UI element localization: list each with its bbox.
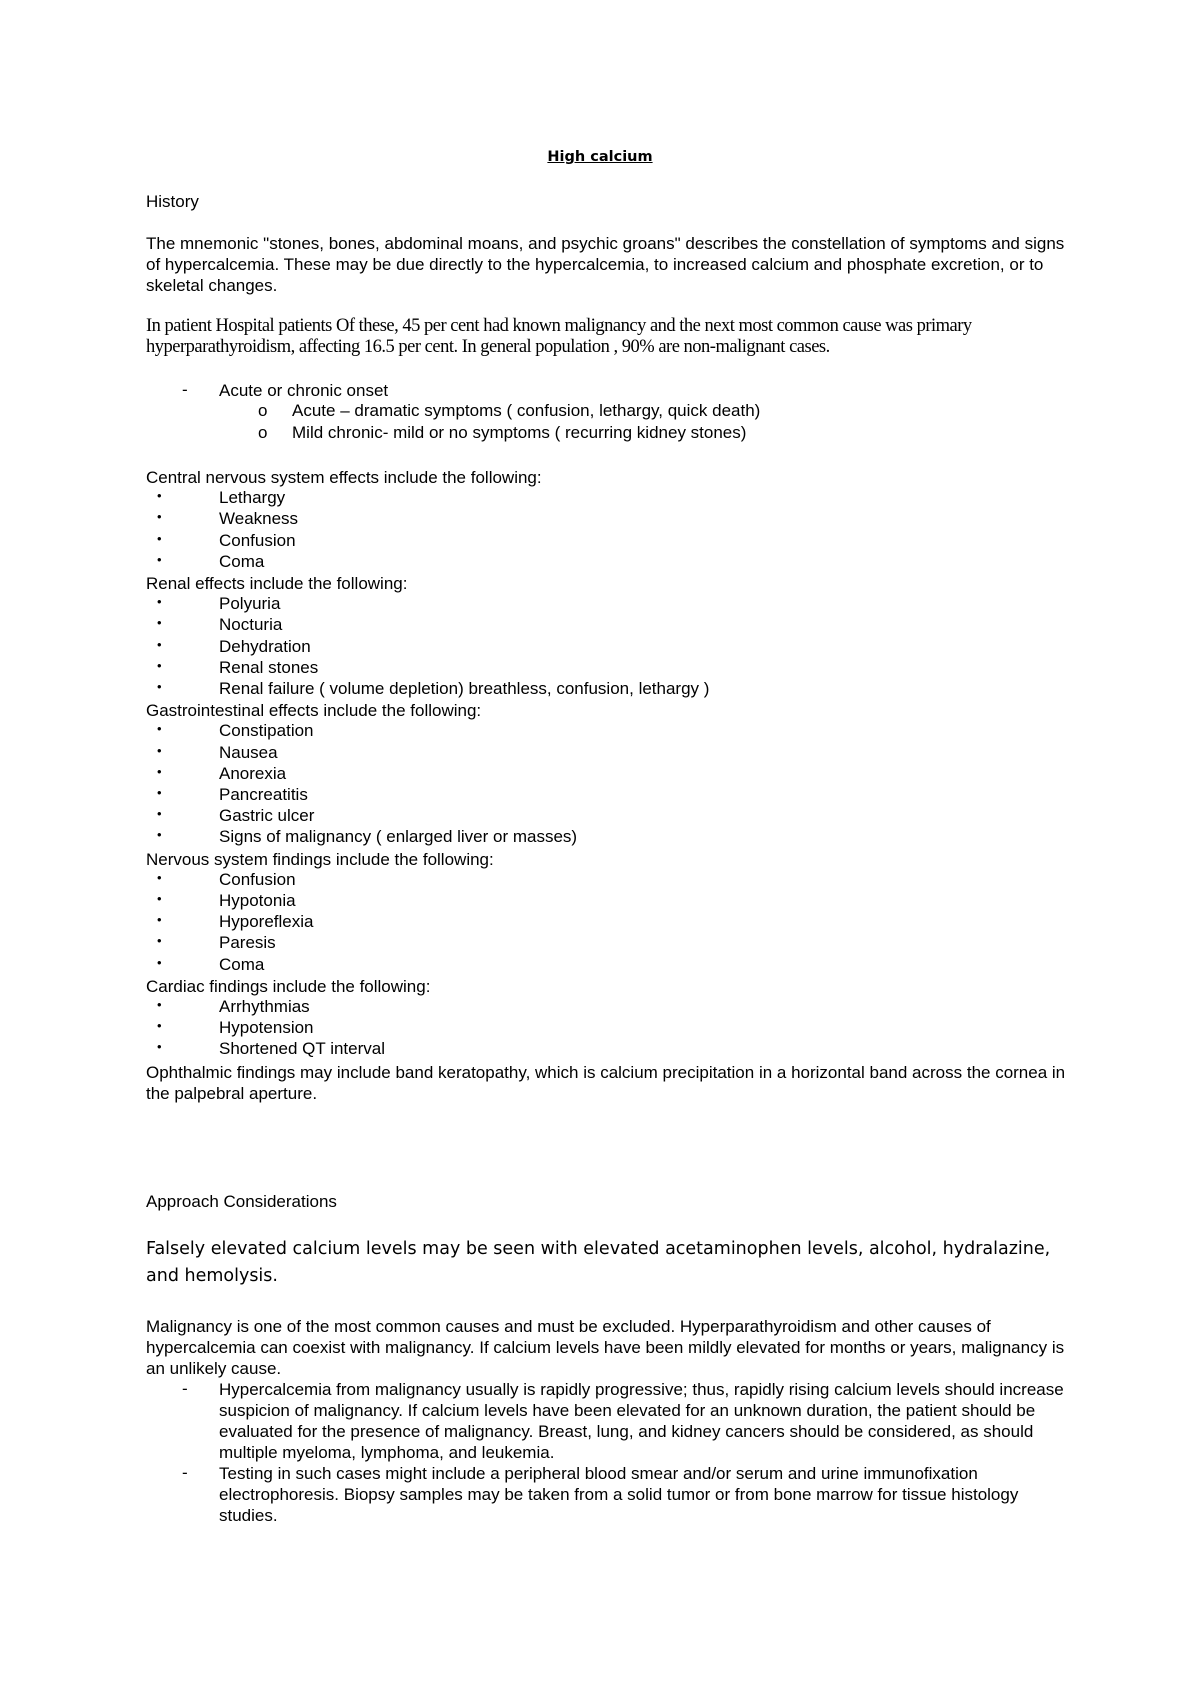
approach-heading: Approach Considerations (146, 1192, 337, 1211)
ophthalmic-paragraph: Ophthalmic findings may include band keratopathy, which is calcium precipitation in a horizontal band across the cornea in the palpebral aperture. (146, 1063, 1066, 1103)
page-title: High calcium (547, 149, 653, 165)
bullet-marker: • (157, 933, 162, 949)
sub-marker: o (258, 423, 268, 442)
bullet-marker: • (157, 1018, 162, 1034)
list-item-text: Polyuria (219, 594, 281, 614)
list-item-text: Shortened QT interval (219, 1039, 385, 1059)
list-item-text: Paresis (219, 933, 276, 953)
list-item-text: Nausea (219, 742, 278, 762)
list-item (0, 1039, 1200, 1060)
list-item (0, 785, 1200, 806)
list-item (0, 509, 1200, 530)
list-item-text: Weakness (219, 509, 299, 529)
list-item-text: Renal failure ( volume depletion) breathless, confusion, lethargy ) (219, 679, 710, 698)
list-item-text: Gastric ulcer (219, 806, 315, 826)
onset-list (0, 380, 1200, 450)
dash-marker: - (182, 1379, 188, 1398)
bullet-marker: • (157, 742, 162, 758)
bullet-marker: • (157, 827, 162, 843)
section-heading: Cardiac findings include the following: (146, 976, 431, 996)
list-item (0, 997, 1200, 1018)
list-item-text: Lethargy (219, 488, 286, 508)
bullet-marker: • (157, 636, 162, 652)
list-item-text: Anorexia (219, 763, 287, 783)
list-item-text: Pancreatitis (219, 785, 308, 804)
list-item (0, 912, 1200, 933)
list-item (0, 806, 1200, 827)
section-heading: Gastrointestinal effects include the following: (146, 701, 482, 721)
dash-marker: - (182, 380, 188, 399)
list-item-text: Coma (219, 954, 265, 974)
list-item (0, 743, 1200, 764)
list-item-text: Nocturia (219, 615, 283, 635)
dash-marker: - (182, 1463, 188, 1482)
bullet-marker: • (157, 509, 162, 525)
list-item (0, 827, 1200, 848)
approach-item: Hypercalcemia from malignancy usually is rapidly progressive; thus, rapidly rising calcium levels should increase suspicion of malignancy. If calcium levels have been elevated for an unknown duration, the patient should be evaluated for the presence of malignancy. Breast, lung, and kidney cancers should be considered, as should multiple myeloma, lymphoma, and leukemia. (219, 1380, 1064, 1462)
list-item (0, 552, 1200, 573)
list-item-text: Signs of malignancy ( enlarged liver or masses) (219, 827, 578, 847)
section-heading: Renal effects include the following: (146, 574, 408, 593)
falsely-elevated-paragraph: Falsely elevated calcium levels may be seen with elevated acetaminophen levels, alcohol, hydralazine, and hemolysis. (146, 1239, 1051, 1286)
bullet-marker: • (157, 594, 162, 610)
bullet-marker: • (157, 721, 162, 737)
bullet-marker: • (157, 679, 162, 694)
list-item (0, 658, 1200, 679)
bullet-marker: • (157, 615, 162, 631)
list-item-text: Hyporeflexia (219, 912, 314, 932)
list-item-text: Confusion (219, 530, 296, 550)
list-item (0, 955, 1200, 976)
approach-item: Testing in such cases might include a peripheral blood smear and/or serum and urine immunofixation electrophoresis. Biopsy samples may be taken from a solid tumor or from bone marrow for tissue histology studies. (219, 1464, 1019, 1525)
list-item-text: Hypotonia (219, 891, 296, 910)
bullet-marker: • (157, 997, 162, 1012)
list-item-text: Coma (219, 551, 265, 571)
list-item (0, 870, 1200, 891)
list-item-text: Constipation (219, 721, 314, 741)
list-item (0, 891, 1200, 912)
bullet-marker: • (157, 763, 162, 779)
bullet-marker: • (157, 657, 162, 673)
history-heading: History (146, 192, 199, 211)
bullet-marker: • (157, 1039, 162, 1055)
section-heading: Central nervous system effects include the following: (146, 468, 542, 487)
onset-acute: Acute – dramatic symptoms ( confusion, lethargy, quick death) (292, 401, 761, 420)
malignancy-paragraph: Malignancy is one of the most common causes and must be excluded. Hyperparathyroidism and other causes of hypercalcemia can coexist with malignancy. If calcium levels have been mildly elevated for months or years, malignancy is an unlikely cause. (146, 1317, 1065, 1378)
bullet-marker: • (157, 488, 162, 504)
bullet-marker: • (157, 785, 162, 800)
list-item-text: Hypotension (219, 1018, 314, 1038)
list-item (0, 1018, 1200, 1039)
list-item (0, 615, 1200, 636)
bullet-marker: • (157, 530, 162, 546)
list-item (0, 594, 1200, 615)
list-item-text: Arrhythmias (219, 997, 310, 1016)
onset-chronic: Mild chronic- mild or no symptoms ( recurring kidney stones) (292, 423, 747, 442)
mnemonic-paragraph: The mnemonic "stones, bones, abdominal moans, and psychic groans" describes the constellation of symptoms and signs of hypercalcemia. These may be due directly to the hypercalcemia, to increased calcium and phosphate excretion, or to skeletal changes. (146, 234, 1065, 295)
list-item-text: Confusion (219, 869, 296, 889)
bullet-marker: • (157, 551, 162, 567)
onset-label: Acute or chronic onset (219, 381, 389, 400)
list-item (0, 488, 1200, 509)
list-item (0, 764, 1200, 785)
list-item (0, 637, 1200, 658)
list-item (0, 679, 1200, 700)
bullet-marker: • (157, 806, 162, 822)
list-item-text: Dehydration (219, 636, 311, 656)
sub-marker: o (258, 401, 268, 420)
section-heading: Nervous system findings include the following: (146, 849, 494, 869)
inpatient-paragraph: In patient Hospital patients Of these, 45 per cent had known malignancy and the next most common cause was primary hyperparathyroidism, affecting 16.5 per cent. In general population , 90% are non-malignant cases. (146, 316, 972, 357)
list-item (0, 933, 1200, 954)
list-item-text: Renal stones (219, 657, 319, 677)
bullet-marker: • (157, 869, 162, 885)
list-item (0, 531, 1200, 552)
bullet-marker: • (157, 891, 162, 906)
bullet-marker: • (157, 912, 162, 928)
list-item (0, 721, 1200, 742)
bullet-marker: • (157, 954, 162, 970)
